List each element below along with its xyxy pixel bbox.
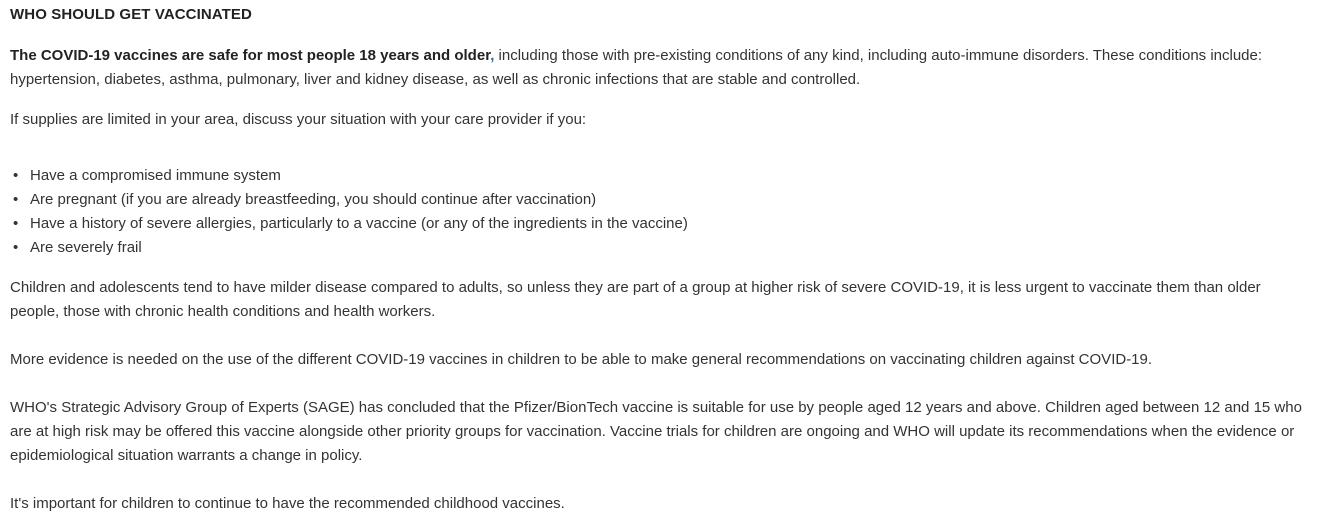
- list-item: [10, 188, 1308, 212]
- section-heading: WHO SHOULD GET VACCINATED: [10, 6, 252, 23]
- list-item: [10, 164, 1308, 188]
- conditions-list: [10, 164, 1308, 260]
- children-paragraph: Children and adolescents tend to have milder disease compared to adults, so unless they are part of a group at higher risk of severe COVID-19, it is less urgent to vaccinate them than older people, those with chronic health conditions and health workers.: [10, 279, 1261, 320]
- bullet-icon: •: [13, 239, 19, 256]
- bullet-icon: •: [13, 215, 19, 232]
- bullet-icon: •: [13, 191, 19, 208]
- list-item-text: Are pregnant (if you are already breastfeeding, you should continue after vaccination): [30, 191, 597, 208]
- list-item-text: Are severely frail: [30, 239, 142, 256]
- sage-paragraph: WHO's Strategic Advisory Group of Experts (SAGE) has concluded that the Pfizer/BionTech vaccine is suitable for use by people aged 12 years and above. Children aged between 12 and 15 who are at high risk may be offered this vaccine alongside other priority groups for vaccination. Vaccine trials for children are ongoing and WHO will update its recommendations when the evidence or epidemiological situation warrants a change in policy.: [10, 399, 1302, 464]
- intro-bold-lead: The COVID-19 vaccines are safe for most people 18 years and older: [10, 47, 491, 64]
- evidence-paragraph: More evidence is needed on the use of the different COVID-19 vaccines in children to be able to make general recommendations on vaccinating children against COVID-19.: [10, 351, 1153, 368]
- list-item: [10, 236, 1308, 260]
- important-paragraph: It's important for children to continue to have the recommended childhood vaccines.: [10, 495, 565, 512]
- intro-paragraph: [10, 44, 1308, 92]
- list-item-text: Have a history of severe allergies, particularly to a vaccine (or any of the ingredients in the vaccine): [30, 215, 688, 232]
- intro-rest: including those with pre-existing conditions of any kind, including auto-immune disorders. These conditions include: hypertension, diabetes, asthma, pulmonary, liver and kidney disease, as well as chronic infections that are stable and controlled.: [10, 47, 1263, 88]
- bullet-icon: •: [13, 167, 19, 184]
- list-item: [10, 212, 1308, 236]
- supplies-paragraph: If supplies are limited in your area, discuss your situation with your care provider if you:: [10, 111, 587, 128]
- intro-comma: ,: [490, 47, 495, 64]
- list-item-text: Have a compromised immune system: [30, 167, 281, 184]
